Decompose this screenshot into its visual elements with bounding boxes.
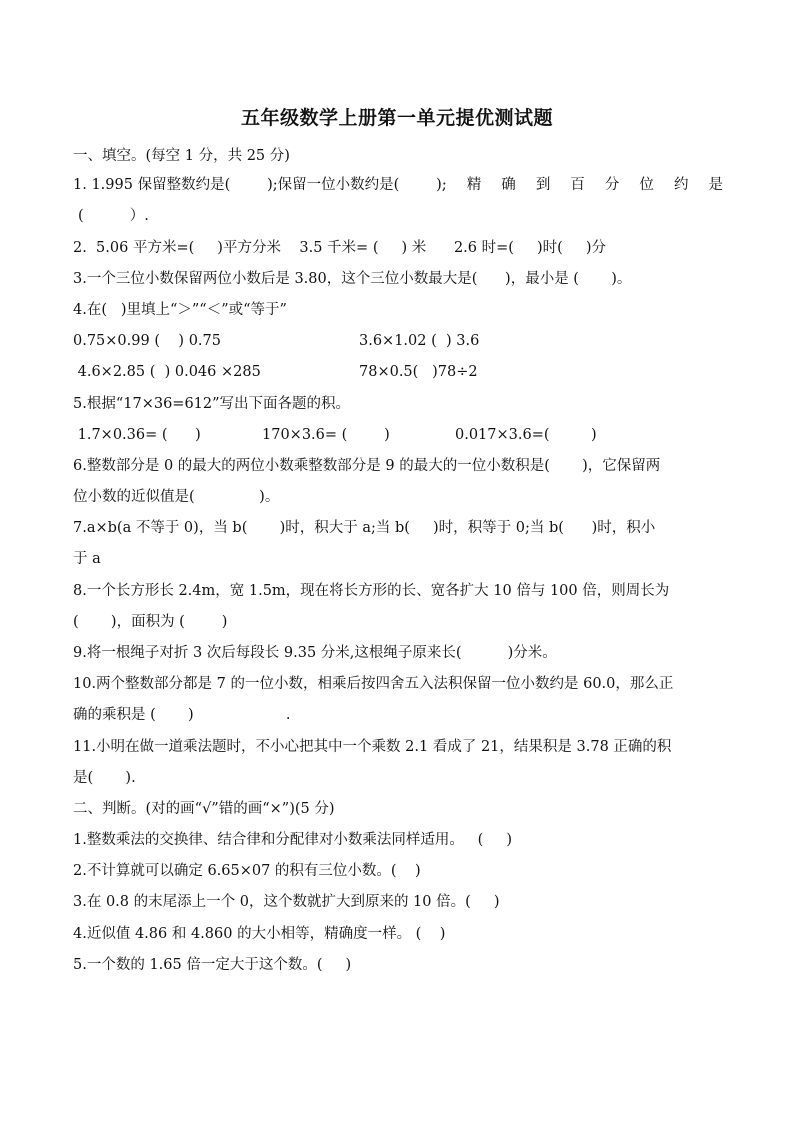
q5-item-c: 0.017×3.6=( ) <box>455 427 597 443</box>
q11-line2: 是( ). <box>73 770 136 786</box>
q1-line2: ( ）. <box>78 208 149 224</box>
q5-stem: 5.根据“17×36=612”写出下面各题的积。 <box>73 396 351 412</box>
q1-tail-char: 精 <box>466 177 482 193</box>
q2-line: 2. 5.06 平方米=( )平方分米 3.5 千米= ( ) 米 2.6 时=( )时( )分 <box>73 240 606 256</box>
q7-line2: 于 a <box>73 551 101 567</box>
q8-line1: 8.一个长方形长 2.4m，宽 1.5m，现在将长方形的长、宽各扩大 10 倍与 100 倍，则周长为 <box>73 583 670 599</box>
q1-tail-char: 百 <box>570 177 585 193</box>
q5-item-a: 1.7×0.36= ( ) <box>73 427 201 443</box>
judge-item: 1.整数乘法的交换律、结合律和分配律对小数乘法同样适用。 ( ) <box>73 832 513 848</box>
q1-tail-char: 确 <box>501 177 516 193</box>
q6-line2: 位小数的近似值是( )。 <box>73 489 280 505</box>
q3-line: 3.一个三位小数保留两位小数后是 3.80，这个三位小数最大是( )，最小是 ( )。 <box>73 271 632 287</box>
q9-line: 9.将一根绳子对折 3 次后每段长 9.35 分米,这根绳子原来长( )分米。 <box>73 645 557 661</box>
q1-tail-char: 到 <box>535 177 551 193</box>
q6-line1: 6.整数部分是 0 的最大的两位小数乘整数部分是 9 的最大的一位小数积是( )，它保留两 <box>73 458 661 474</box>
judge-item: 3.在 0.8 的末尾添上一个 0，这个数就扩大到原来的 10 倍。( ) <box>73 894 500 910</box>
page-title: 五年级数学上册第一单元提优测试题 <box>240 107 553 129</box>
q1-tail-char: 约 <box>673 177 689 193</box>
q4-item-a: 0.75×0.99 ( ) 0.75 <box>73 333 221 349</box>
q1-line1-text: 1. 1.995 保留整数约是( );保留一位小数约是( ); <box>73 177 447 193</box>
section1-header: 一、填空。(每空 1 分，共 25 分) <box>73 148 290 164</box>
section2-header: 二、判断。(对的画“√”错的画“×”)(5 分) <box>73 801 335 817</box>
q4-item-b: 3.6×1.02 ( ) 3.6 <box>359 333 480 349</box>
q4-item-d: 78×0.5( )78÷2 <box>359 364 478 380</box>
q7-line1: 7.a×b(a 不等于 0)，当 b( )时，积大于 a;当 b( )时，积等于 0;当 b( )时，积小 <box>73 520 656 536</box>
q11-line1: 11.小明在做一道乘法题时，不小心把其中一个乘数 2.1 看成了 21，结果积是 3.78 正确的积 <box>73 739 672 755</box>
q4-item-c: 4.6×2.85 ( ) 0.046 ×285 <box>73 364 261 380</box>
q10-line2: 确的乘积是 ( ) . <box>73 707 291 723</box>
q1-tail-char: 分 <box>604 177 620 193</box>
q8-line2: ( )，面积为 ( ) <box>73 614 228 630</box>
q4-stem: 4.在( )里填上“＞”“＜”或“等于” <box>73 302 287 318</box>
judge-item: 2.不计算就可以确定 6.65×07 的积有三位小数。( ) <box>73 863 421 879</box>
q1-line1 <box>73 175 723 195</box>
q1-tail-char: 是 <box>708 177 723 193</box>
q10-line1: 10.两个整数部分都是 7 的一位小数，相乘后按四舍五入法积保留一位小数约是 60.0，那么正 <box>73 676 674 692</box>
q1-tail-char: 位 <box>639 177 654 193</box>
judge-item: 5.一个数的 1.65 倍一定大于这个数。( ) <box>73 957 352 973</box>
judge-item: 4.近似值 4.86 和 4.860 的大小相等，精确度一样。 ( ) <box>73 926 446 942</box>
q5-item-b: 170×3.6= ( ) <box>262 427 390 443</box>
